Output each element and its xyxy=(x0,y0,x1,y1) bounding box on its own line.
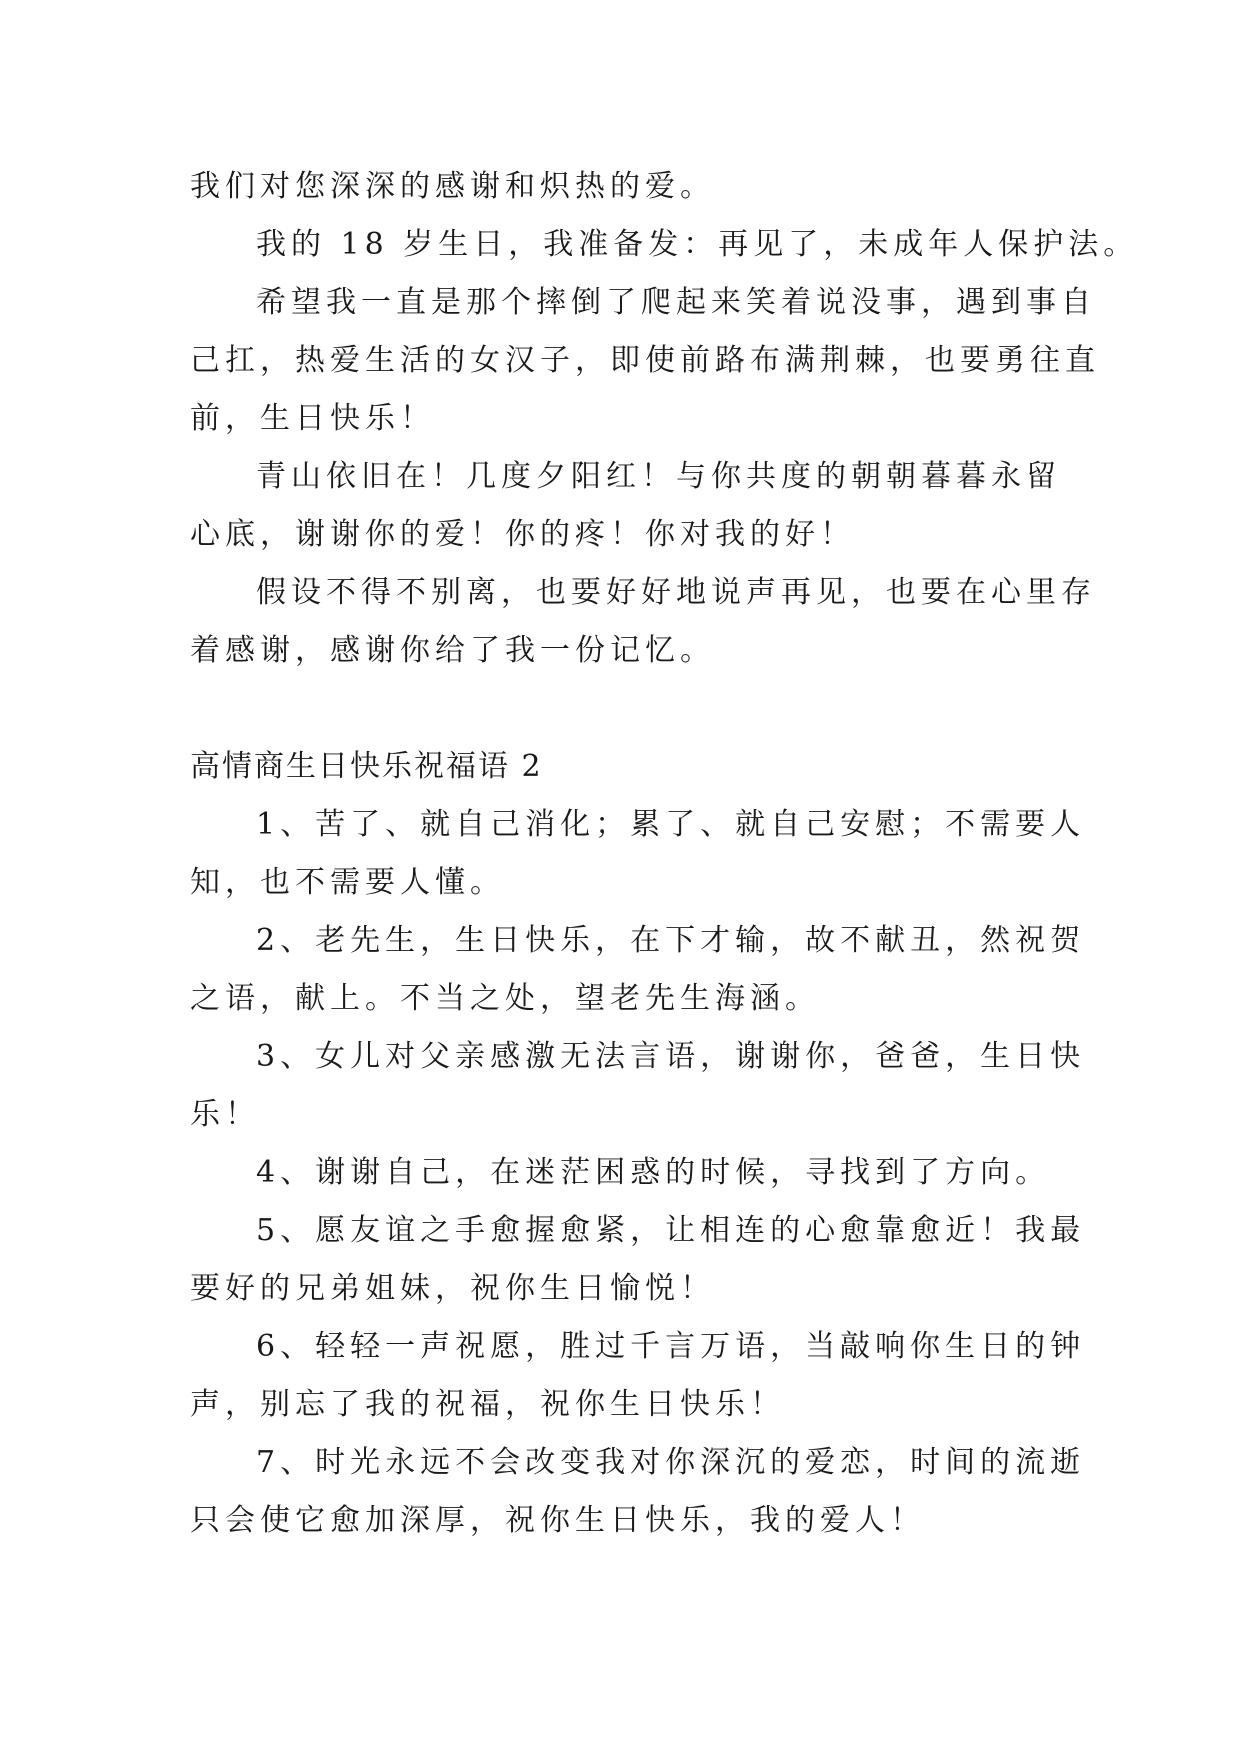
section-heading: 高情商生日快乐祝福语 2 xyxy=(190,749,543,784)
paragraph-continuation xyxy=(190,158,1070,216)
paragraph-mountains xyxy=(190,448,1070,564)
text-line: 3、女儿对父亲感激无法言语，谢谢你，爸爸，生日快 xyxy=(256,1039,1086,1074)
text-line: 之语，献上。不当之处，望老先生海涵。 xyxy=(190,981,820,1016)
list-item xyxy=(190,1434,1086,1550)
text-line: 知，也不需要人懂。 xyxy=(190,865,505,900)
text-line: 5、愿友谊之手愈握愈紧，让相连的心愈靠愈近！我最 xyxy=(256,1213,1086,1248)
text-line: 心底，谢谢你的爱！你的疼！你对我的好！ xyxy=(190,517,855,552)
text-line: 希望我一直是那个摔倒了爬起来笑着说没事，遇到事自 xyxy=(256,285,1096,320)
spacer xyxy=(190,680,1070,738)
text-line: 1、苦了、就自己消化；累了、就自己安慰；不需要人 xyxy=(256,807,1086,842)
text-line: 着感谢，感谢你给了我一份记忆。 xyxy=(190,633,715,668)
paragraph-birthday-18 xyxy=(190,216,1139,274)
text-line: 前，生日快乐！ xyxy=(190,401,435,436)
list-item xyxy=(190,912,1086,1028)
list-item xyxy=(190,796,1086,912)
text-line: 己扛，热爱生活的女汉子，即使前路布满荆棘，也要勇往直 xyxy=(190,343,1100,378)
text-line: 声，别忘了我的祝福，祝你生日快乐！ xyxy=(190,1387,785,1422)
paragraph-hope xyxy=(190,274,1100,448)
text-line: 只会使它愈加深厚，祝你生日快乐，我的爱人！ xyxy=(190,1503,925,1538)
list-item xyxy=(190,1202,1086,1318)
text-line: 假设不得不别离，也要好好地说声再见，也要在心里存 xyxy=(256,575,1096,610)
document-page xyxy=(190,158,1139,1550)
text-line: 7、时光永远不会改变我对你深沉的爱恋，时间的流逝 xyxy=(256,1445,1086,1480)
list-item xyxy=(190,1028,1086,1144)
list-item xyxy=(190,1144,1070,1202)
text-line: 青山依旧在！几度夕阳红！与你共度的朝朝暮暮永留 xyxy=(256,459,1061,494)
text-line: 我们对您深深的感谢和炽热的爱。 xyxy=(190,169,715,204)
text-line: 6、轻轻一声祝愿，胜过千言万语，当敲响你生日的钟 xyxy=(256,1329,1086,1364)
list-item xyxy=(190,1318,1086,1434)
text-line: 4、谢谢自己，在迷茫困惑的时候，寻找到了方向。 xyxy=(256,1155,1051,1190)
paragraph-farewell xyxy=(190,564,1096,680)
text-line: 乐！ xyxy=(190,1097,260,1132)
text-line: 要好的兄弟姐妹，祝你生日愉悦！ xyxy=(190,1271,715,1306)
text-line: 2、老先生，生日快乐，在下才输，故不献丑，然祝贺 xyxy=(256,923,1086,958)
text-line: 我的 18 岁生日，我准备发：再见了，未成年人保护法。 xyxy=(256,227,1139,262)
